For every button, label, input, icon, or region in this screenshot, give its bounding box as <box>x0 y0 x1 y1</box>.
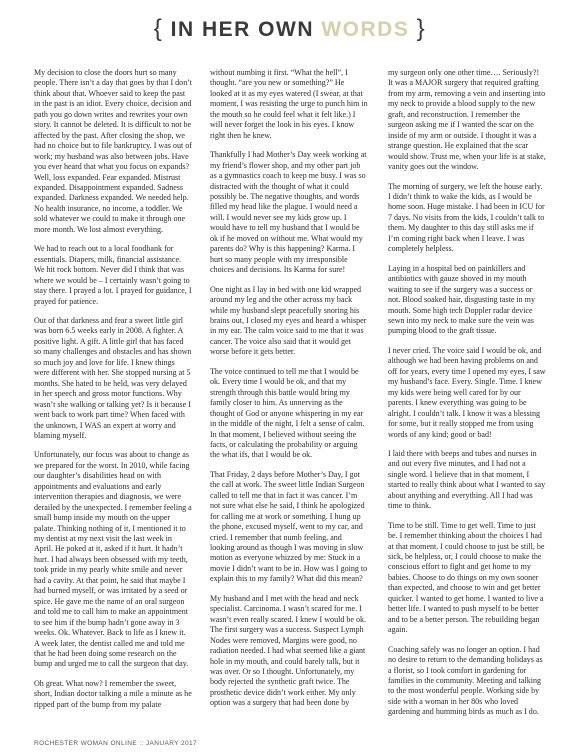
paragraph: We had to reach out to a local foodbank for essentials. Diapers, milk, financial assistance. We hit rock bottom. Never did I think that was where we would be – I certainly wasn’t going to stay there. I prayed a lot. I prayed for guidance, I prayed for patience. <box>34 244 192 306</box>
paragraph: Time to be still. Time to get well. Time to just be. I remember thinking about the choices I had at that moment. I could choose to just be still, be sick, be helpless, or, I could choose to make the conscious effort to fight and get home to my babies. Choose to do things on my own sooner than expected, and choose to win and get better quicker. I wanted to get home. I wanted to live a better life. I wanted to push myself to be better and to be a better person. The rebuilding began again. <box>388 520 545 635</box>
paragraph: My husband and I met with the head and neck specialist. Carcinoma. I wasn’t scared for me. I wasn’t even really scared. I knew I would be ok. The first surgery was a success. Suspect Lymph Nodes were removed, Margins were good, no radiation needed. I had what seemed like a giant hole in my mouth, and could barely talk, but it was over. Or so I thought. Unfortunately, my body rejected the synthetic graft twice. The prosthetic device didn’t work either. My only option was a surgery that had been done by <box>210 593 367 708</box>
header-title-bold: IN HER OWN <box>170 18 314 41</box>
article-header <box>0 14 580 44</box>
paragraph: That Friday, 2 days before Mother’s Day, I got the call at work. The sweet little Indian Surgeon called to tell me that in fact it was cancer. I’m not sure what else he said, I think he apologized for calling me at work or something. I hung up the phone, excused myself, went to my car, and cried. I remember that numb feeling, and looking around as though I was moving in slow motion as everyone whizzed by me: Stuck in a movie I didn’t want to be in. How was I going to explain this to my family? What did this mean? <box>210 469 368 584</box>
paragraph: Out of that darkness and fear a sweet little girl was born 6.5 weeks early in 2008. A fighter. A positive light. A gift. A little girl that has faced so many challenges and obstacles and has shown so much joy and love for life. I knew things were different with her. She stopped nursing at 5 months. She hated to be held, was very delayed in her speech and gross motor functions. Why wasn’t she walking or talking yet? Is it because I went back to work part time? When faced with the unknown, I WAS an expert at worry and blaming myself. <box>34 315 192 440</box>
page-footer: ROCHESTER WOMAN ONLINE :: JANUARY 2017 <box>34 740 198 747</box>
text-column-1 <box>34 68 192 719</box>
paragraph: without numbing it first. “What the hell”, I thought. “are you new or something?” He looked at it as my eyes watered (I swear, at that moment, I was resisting the urge to punch him in the mouth so he could feel what it felt like.) I will never forget the look in his eyes. I know right then he knew. <box>210 68 368 140</box>
paragraph: One night as I lay in bed with one kid wrapped around my leg and the other across my back while my husband slept peacefully snoring his brains out, I closed my eyes and heard a whisper in my ear. The calm voice said to me that it was cancer. The voice also said that it would get worse before it gets better. <box>210 284 367 357</box>
paragraph: Unfortunately, our focus was about to change as we prepared for the worst. In 2010, while facing our daughter’s disabilities head on with appointments and evaluations and early intervention therapies and diagnosis, we were derailed by the unexpected. I remember feeling a small bump inside my mouth on the upper palate. Thinking nothing of it, I mentioned it to my dentist at my next visit the last week in April. He poked at it, asked if it hurt. It hadn’t hurt. I had always been obsessed with my teeth, took pride in my pearly white smile and never had a cavity. At that point, he said that maybe I had burned myself, or was irritated by a seed or spice. He gave me the name of an oral surgeon and told me to call him to make an appointment to see him if the bump hadn’t gone away in 3 weeks. Ok. Whatever. Back to life as I knew it. A week later, the dentist called me and told me that he had been doing some research on the bump and urged me to call the surgeon that day. <box>34 450 192 669</box>
paragraph: My decision to close the doors hurt so many people. There isn’t a day that goes by that I don’t think about that. Whoever said to keep the past in the past is an idiot. Every choice, decision and path you go down writes and rewrites your own story. It cannot be deleted. It is difficult to not be affected by the past. After closing the shop, we had no choice but to file bankruptcy. I was out of work; my husband was also between jobs. Have you ever heard that what you focus on expands? Well, loss expanded. Fear expanded. Mistrust expanded. Disappointment expanded. Sadness expanded. Darkness expanded. We needed help. No health insurance, no income, a toddler. We sold whatever we could to make it through one more month. We lost almost everything. <box>34 68 192 234</box>
header-title-light: WORDS <box>321 18 410 41</box>
paragraph: Thankfully I had Mother’s Day week working at my friend’s flower shop, and my other part job as a gymnastics coach to keep me busy. I was so distracted with the thought of what it could possibly be. The negative thoughts, and words filled my head like the plague. I would need a will. I would never see my kids grow up. I would have to tell my husband that I would be ok if he moved on without me. What would my parents do? Why is this happening? Karma. I hurt so many people with my irresponsible choices and decisions. Its Karma for sure! <box>210 150 367 275</box>
paragraph: I never cried. The voice said I would be ok, and although we had been having problems on and off for years, every time I opened my eyes, I saw my husband’s face. Every. Single. Time. I knew my kids were being well cared for by our parents. I knew everything was going to be alright. I couldn’t talk. I know it was a blessing for some, but it really stopped me from using words of any kind; good or bad! <box>388 345 546 439</box>
paragraph: Coaching safely was no longer an option. I had no desire to return to the demanding holidays as a florist, so I took comfort in gardening for families in the community. Meeting and talking to the most wonderful people. Working side by side with a woman in her 80s who loved gardening and humming birds as much as I do. <box>388 644 543 717</box>
text-column-2 <box>210 68 368 718</box>
paragraph: my surgeon only one other time…. Seriously?! It was a MAJOR surgery that required grafting from my arm, removing a vein and inserting into my neck to provide a blood supply to the new graft, and reconstruction. I remember the surgeon asking me if I wanted the scar on the inside of my arm or outside. I thought it was a strange question. He explained that the scar would show. Trust me, when your life is at stake, vanity goes out the window. <box>388 68 546 172</box>
paragraph: The voice continued to tell me that I would be ok. Every time I would be ok, and that my strength through this battle would bring my family closer to him. As unnerving as the thought of God or anyone whispering in my ear in the middle of the night, I felt a sense of calm. In that moment, I believed without seeing the facts, or calculating the probability or arguing the what ifs, that I would be ok. <box>210 366 365 460</box>
paragraph: The morning of surgery, we left the house early. I didn’t think to wake the kids, as I would be home soon. Huge mistake. I had been in ICU for 7 days. No visits from the kids, I couldn’t talk to them. My daughter to this day still asks me if I’m coming right back when I leave. I was completely helpless. <box>388 181 545 254</box>
paragraph: Laying in a hospital bed on painkillers and antibiotics with gauze shoved in my mouth waiting to see if the surgery was a success or not. Blood soaked hair, disgusting taste in my mouth. Some high tech Doppler radar device sewn into my neck to make sure the vein was pumping blood to the graft tissue. <box>388 263 535 336</box>
paragraph: I laid there with beeps and tubes and nurses in and out every five minutes, and I had not a single word. I believe that in that moment, I started to really think about what I wanted to say about anything and everything. All I had was time to think. <box>388 448 546 511</box>
text-column-3 <box>388 68 546 727</box>
header-brace-close: } <box>416 15 427 42</box>
header-brace-open: { <box>153 15 164 42</box>
paragraph: Oh great. What now? I remember the sweet, short, Indian doctor talking a mile a minute as he ripped part of the bump from my palate <box>34 678 192 709</box>
